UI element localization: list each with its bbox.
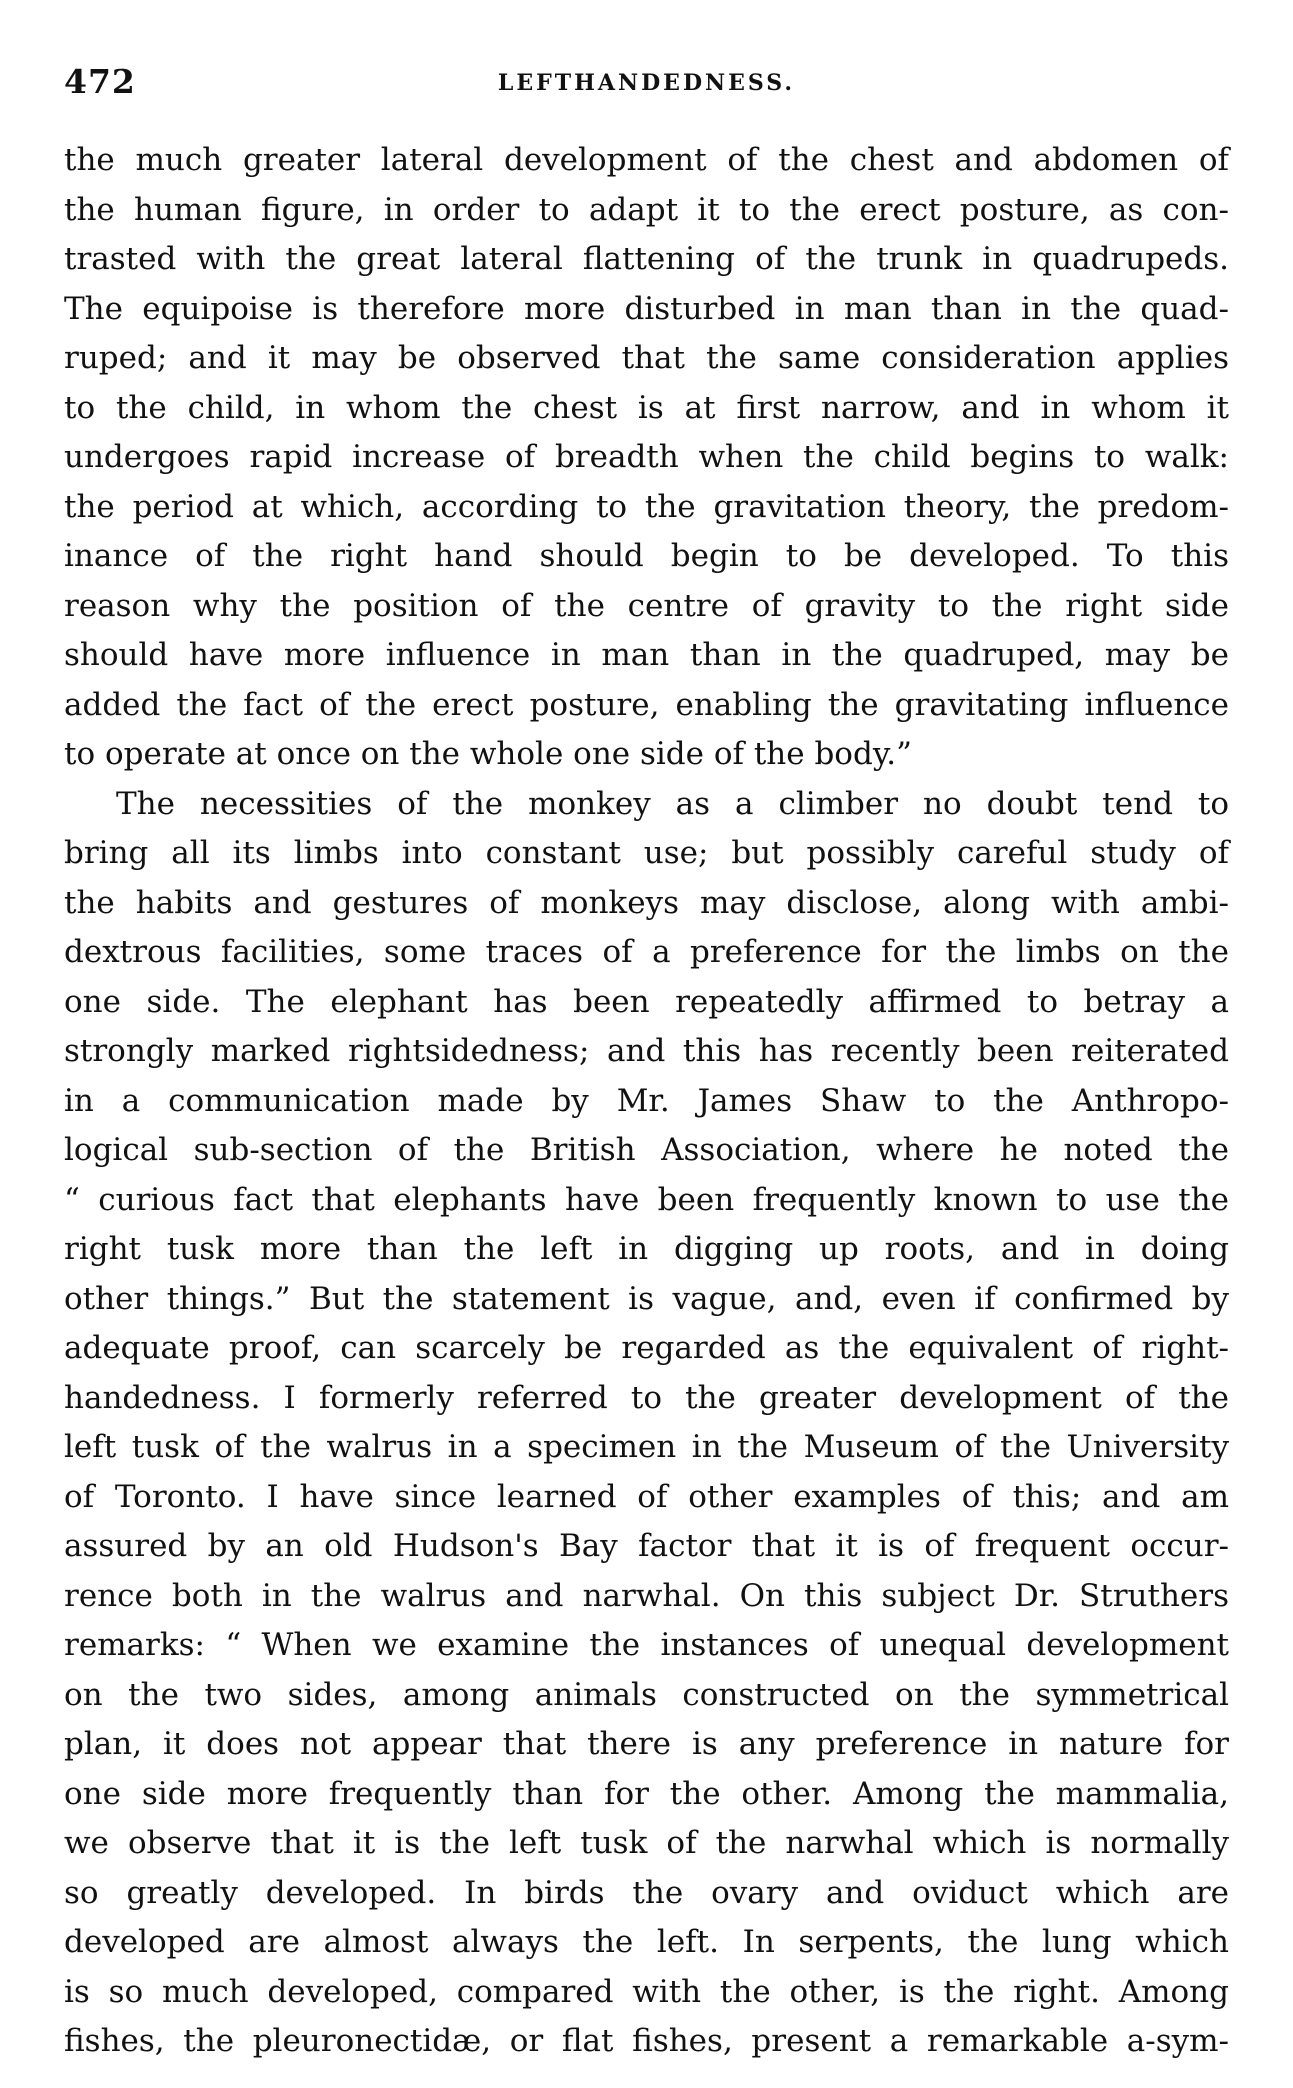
text-line: fishes, the pleuronectidæ, or flat fishes, present a remarkable a-sym- bbox=[64, 2023, 1229, 2059]
text-line: the period at which, according to the gravitation theory, the predom- bbox=[64, 488, 1229, 525]
text-line: remarks: “ When we examine the instances of unequal development bbox=[64, 1627, 1229, 1663]
text-line: rence both in the walrus and narwhal. On this subject Dr. Struthers bbox=[64, 1577, 1229, 1614]
paragraph-start-line: The necessities of the monkey as a climber no doubt tend to bbox=[116, 785, 1229, 822]
text-line: on the two sides, among animals constructed on the symmetrical bbox=[64, 1676, 1229, 1713]
text-line: the much greater lateral development of the chest and abdomen of bbox=[64, 142, 1229, 178]
text-line: right tusk more than the left in digging up roots, and in doing bbox=[64, 1231, 1229, 1267]
text-line: left tusk of the walrus in a specimen in the Museum of the University bbox=[64, 1429, 1229, 1465]
text-line: The equipoise is therefore more disturbed in man than in the quad- bbox=[64, 290, 1229, 327]
page-header bbox=[64, 62, 1229, 112]
text-line: developed are almost always the left. In serpents, the lung which bbox=[64, 1924, 1229, 1960]
text-line: one side. The elephant has been repeatedly affirmed to betray a bbox=[64, 983, 1229, 1020]
text-line: adequate proof, can scarcely be regarded as the equivalent of right- bbox=[64, 1330, 1229, 1366]
text-line: reason why the position of the centre of gravity to the right side bbox=[64, 587, 1229, 624]
text-line: logical sub-section of the British Association, where he noted the bbox=[64, 1132, 1229, 1168]
text-line: added the fact of the erect posture, enabling the gravitating influence bbox=[64, 686, 1229, 723]
page-number: 472 bbox=[64, 62, 136, 101]
text-line: we observe that it is the left tusk of the narwhal which is normally bbox=[64, 1825, 1229, 1861]
text-line: ruped; and it may be observed that the same consideration applies bbox=[64, 340, 1229, 376]
text-line: bring all its limbs into constant use; but possibly careful study of bbox=[64, 835, 1229, 871]
text-line: inance of the right hand should begin to be developed. To this bbox=[64, 538, 1229, 574]
text-line: other things.” But the statement is vague, and, even if confirmed by bbox=[64, 1280, 1229, 1317]
text-line: of Toronto. I have since learned of other examples of this; and am bbox=[64, 1478, 1229, 1515]
text-line: the habits and gestures of monkeys may disclose, along with ambi- bbox=[64, 884, 1229, 921]
text-line: to the child, in whom the chest is at first narrow, and in whom it bbox=[64, 389, 1229, 426]
text-line: the human figure, in order to adapt it to the erect posture, as con- bbox=[64, 191, 1229, 228]
text-line: so greatly developed. In birds the ovary and oviduct which are bbox=[64, 1874, 1229, 1911]
text-line: assured by an old Hudson's Bay factor that it is of frequent occur- bbox=[64, 1528, 1229, 1564]
text-line: “ curious fact that elephants have been frequently known to use the bbox=[64, 1181, 1229, 1218]
body-text bbox=[64, 136, 1229, 2067]
text-line: strongly marked rightsidedness; and this has recently been reiterated bbox=[64, 1033, 1229, 1069]
text-line: undergoes rapid increase of breadth when the child begins to walk: bbox=[64, 439, 1229, 475]
text-line: dextrous facilities, some traces of a preference for the limbs on the bbox=[64, 934, 1229, 970]
text-line: is so much developed, compared with the other, is the right. Among bbox=[64, 1973, 1229, 2010]
text-line: in a communication made by Mr. James Shaw to the Anthropo- bbox=[64, 1082, 1229, 1119]
text-line: one side more frequently than for the other. Among the mammalia, bbox=[64, 1775, 1229, 1812]
running-head: LEFTHANDEDNESS. bbox=[497, 70, 796, 96]
text-line: handedness. I formerly referred to the greater development of the bbox=[64, 1379, 1229, 1416]
text-line: plan, it does not appear that there is any preference in nature for bbox=[64, 1726, 1229, 1762]
text-line: should have more influence in man than in the quadruped, may be bbox=[64, 637, 1229, 673]
paragraph-end-line: to operate at once on the whole one side of the body.” bbox=[64, 736, 912, 772]
text-line: trasted with the great lateral flattening of the trunk in quadrupeds. bbox=[64, 241, 1229, 277]
